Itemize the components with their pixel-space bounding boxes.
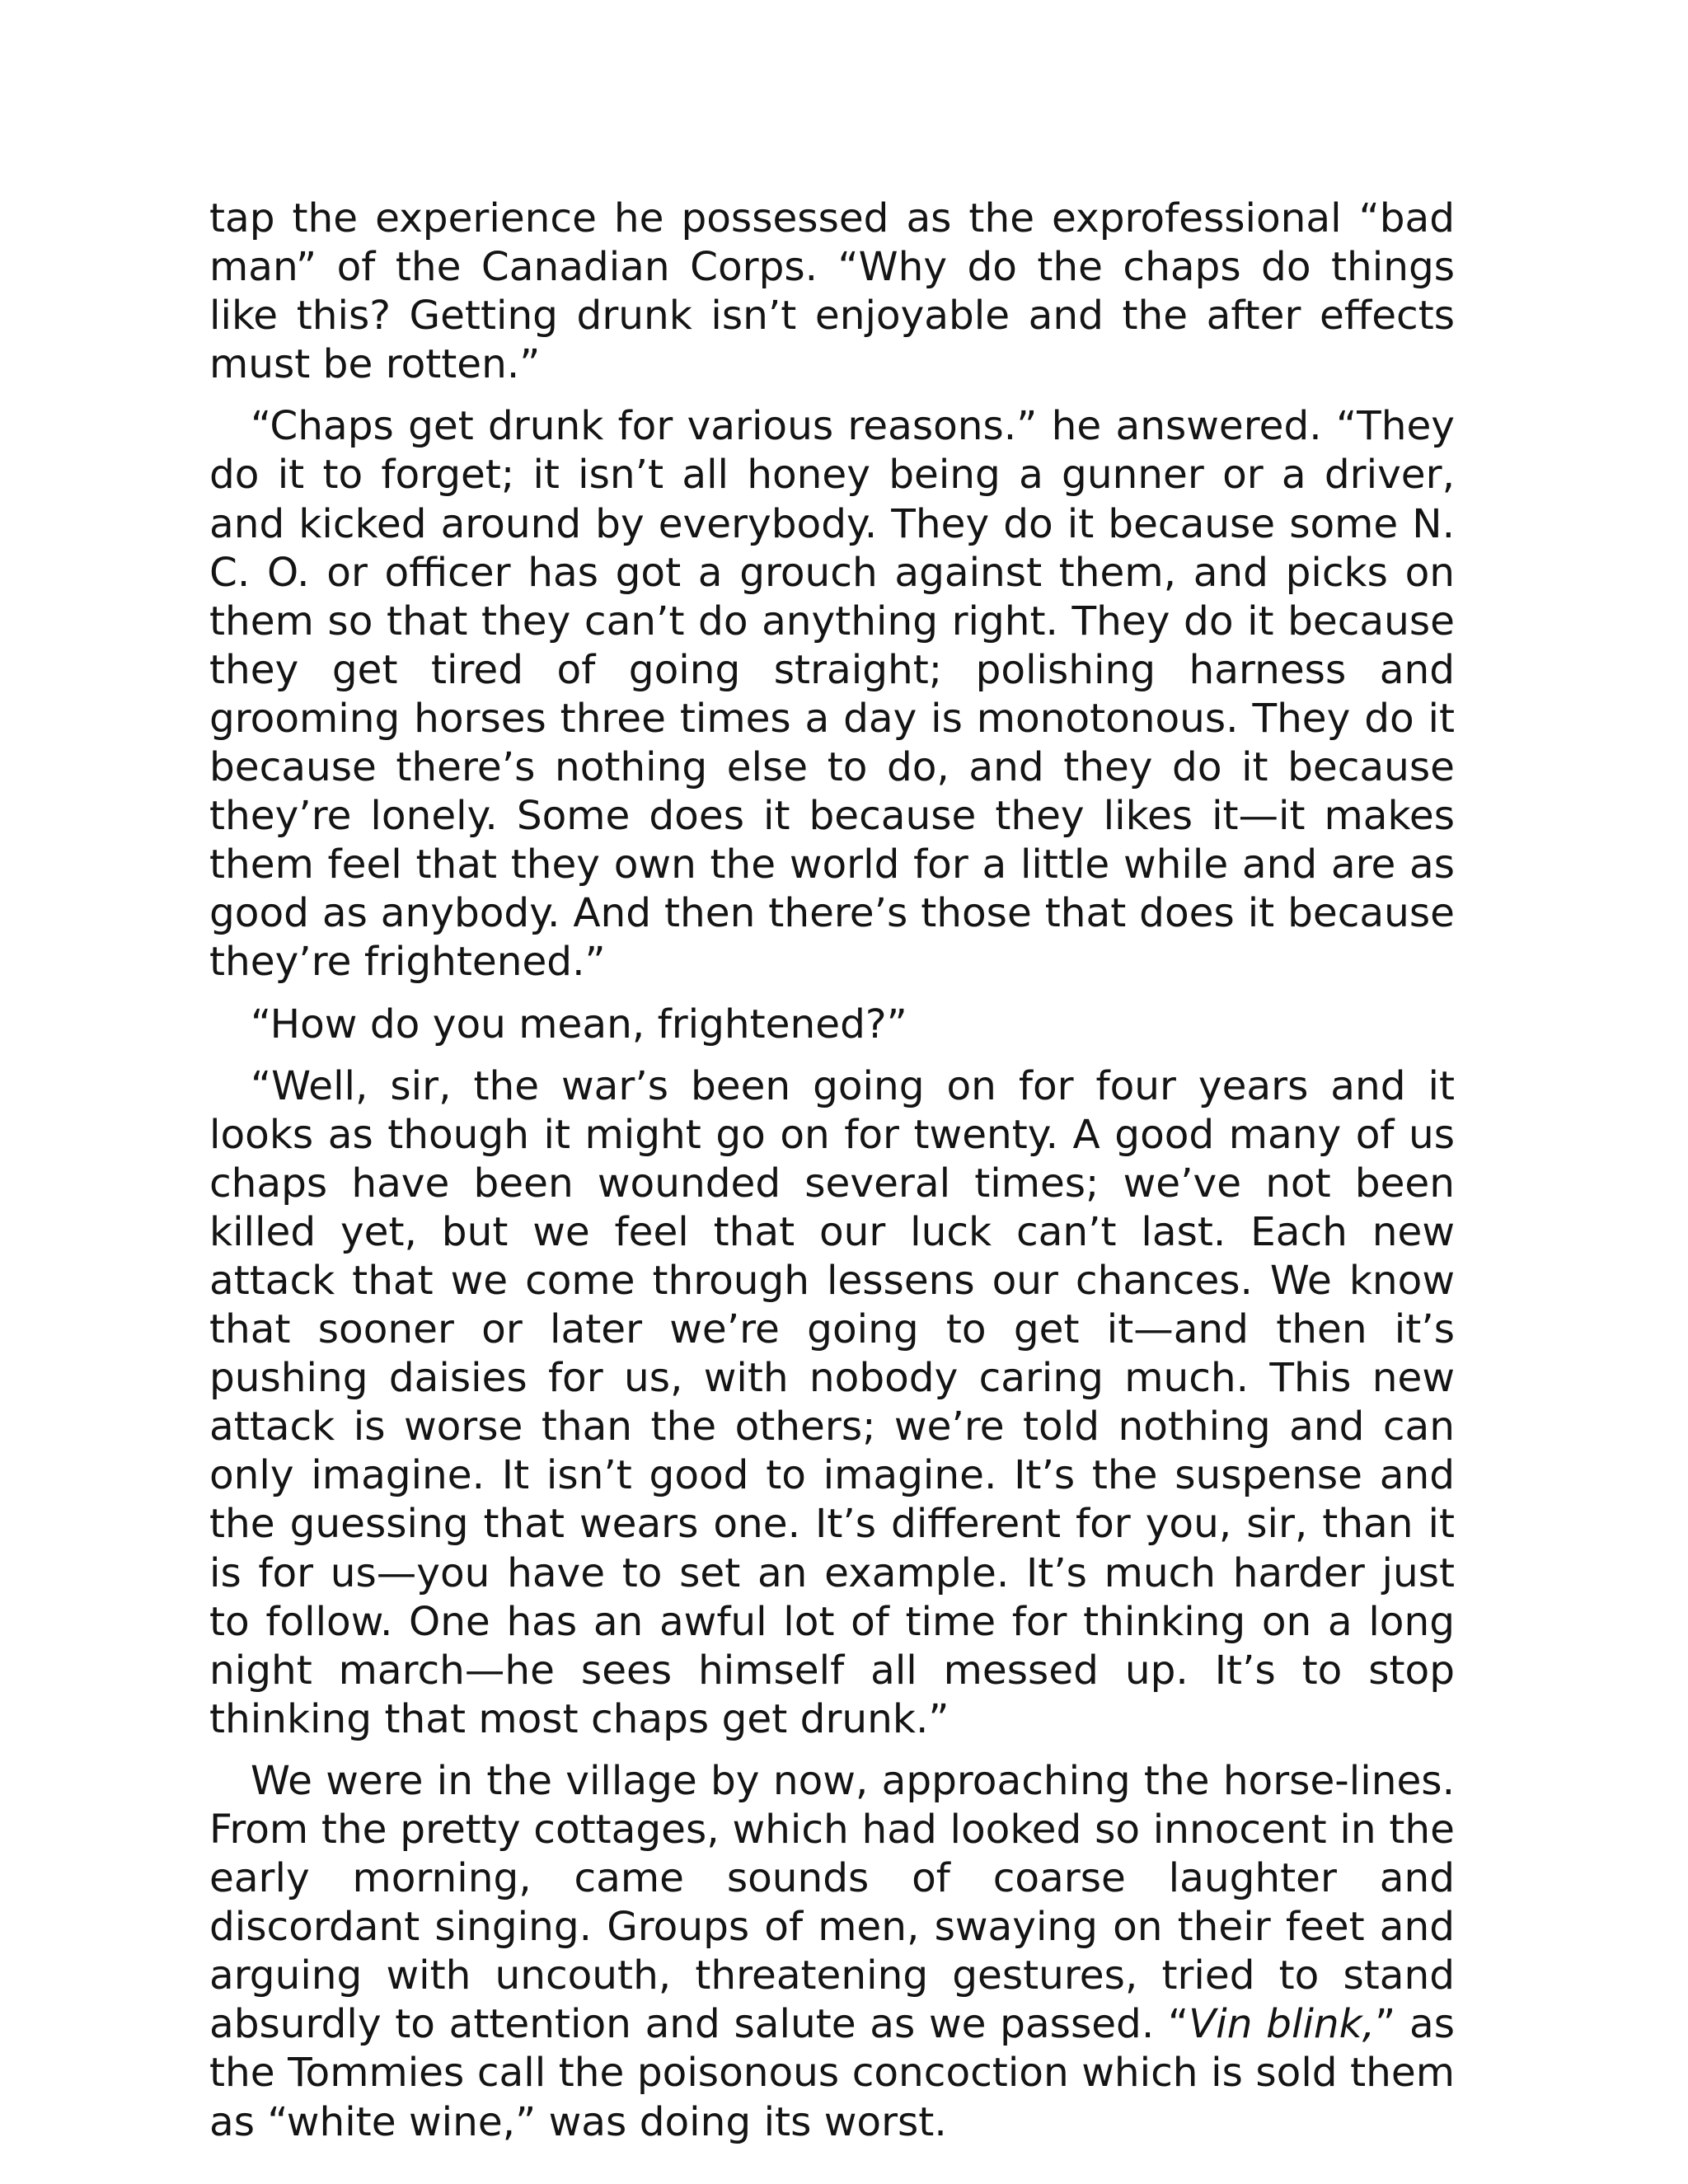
paragraph-5: [209, 1757, 1455, 2147]
paragraph-3: “How do you mean, frightened?”: [251, 1001, 907, 1047]
paragraph-5-text-before: We were in the village by now, approaching the horse-lines. From the pretty cottages, which had looked so innocent in the early morning, came sounds of coarse laughter and discordant singing. Groups of men, swaying on their feet and arguing with uncouth, threatening gestures, tried to stand absurdly to attention and salute as we passed. “: [209, 1757, 1455, 2048]
paragraph-5-italic-phrase: Vin blink,: [1189, 2001, 1376, 2048]
paragraph-1: tap the experience he possessed as the exprofessional “bad man” of the Canadian Corps. “Why do the chaps do things like this? Getting drunk isn’t enjoyable and the after effects must be rotten.”: [209, 195, 1455, 388]
book-page: [209, 194, 1455, 2160]
paragraph-4: “Well, sir, the war’s been going on for four years and it looks as though it might go on for twenty. A good many of us chaps have been wounded several times; we’ve not been killed yet, but we feel that our luck can’t last. Each new attack that we come through lessens our chances. We know that sooner or later we’re going to get it—and then it’s pushing daisies for us, with nobody caring much. This new attack is worse than the others; we’re told nothing and can only imagine. It isn’t good to imagine. It’s the suspense and the guessing that wears one. It’s different for you, sir, than it is for us—you have to set an example. It’s much harder just to follow. One has an awful lot of time for thinking on a long night march—he sees himself all messed up. It’s to stop thinking that most chaps get drunk.”: [209, 1062, 1455, 1742]
paragraph-2: “Chaps get drunk for various reasons.” he answered. “They do it to forget; it isn’t all honey being a gunner or a driver, and kicked around by everybody. They do it because some N. C. O. or officer has got a grouch against them, and picks on them so that they can’t do anything right. They do it because they get tired of going straight; polishing harness and grooming horses three times a day is monotonous. They do it because there’s nothing else to do, and they do it because they’re lonely. Some does it because they likes it—it makes them feel that they own the world for a little while and are as good as anybody. And then there’s those that does it because they’re frightened.”: [209, 403, 1455, 986]
paragraph-5-text-after: ” as the Tommies call the poisonous concoction which is sold them as “white wine,” was doing its worst.: [209, 2001, 1455, 2145]
